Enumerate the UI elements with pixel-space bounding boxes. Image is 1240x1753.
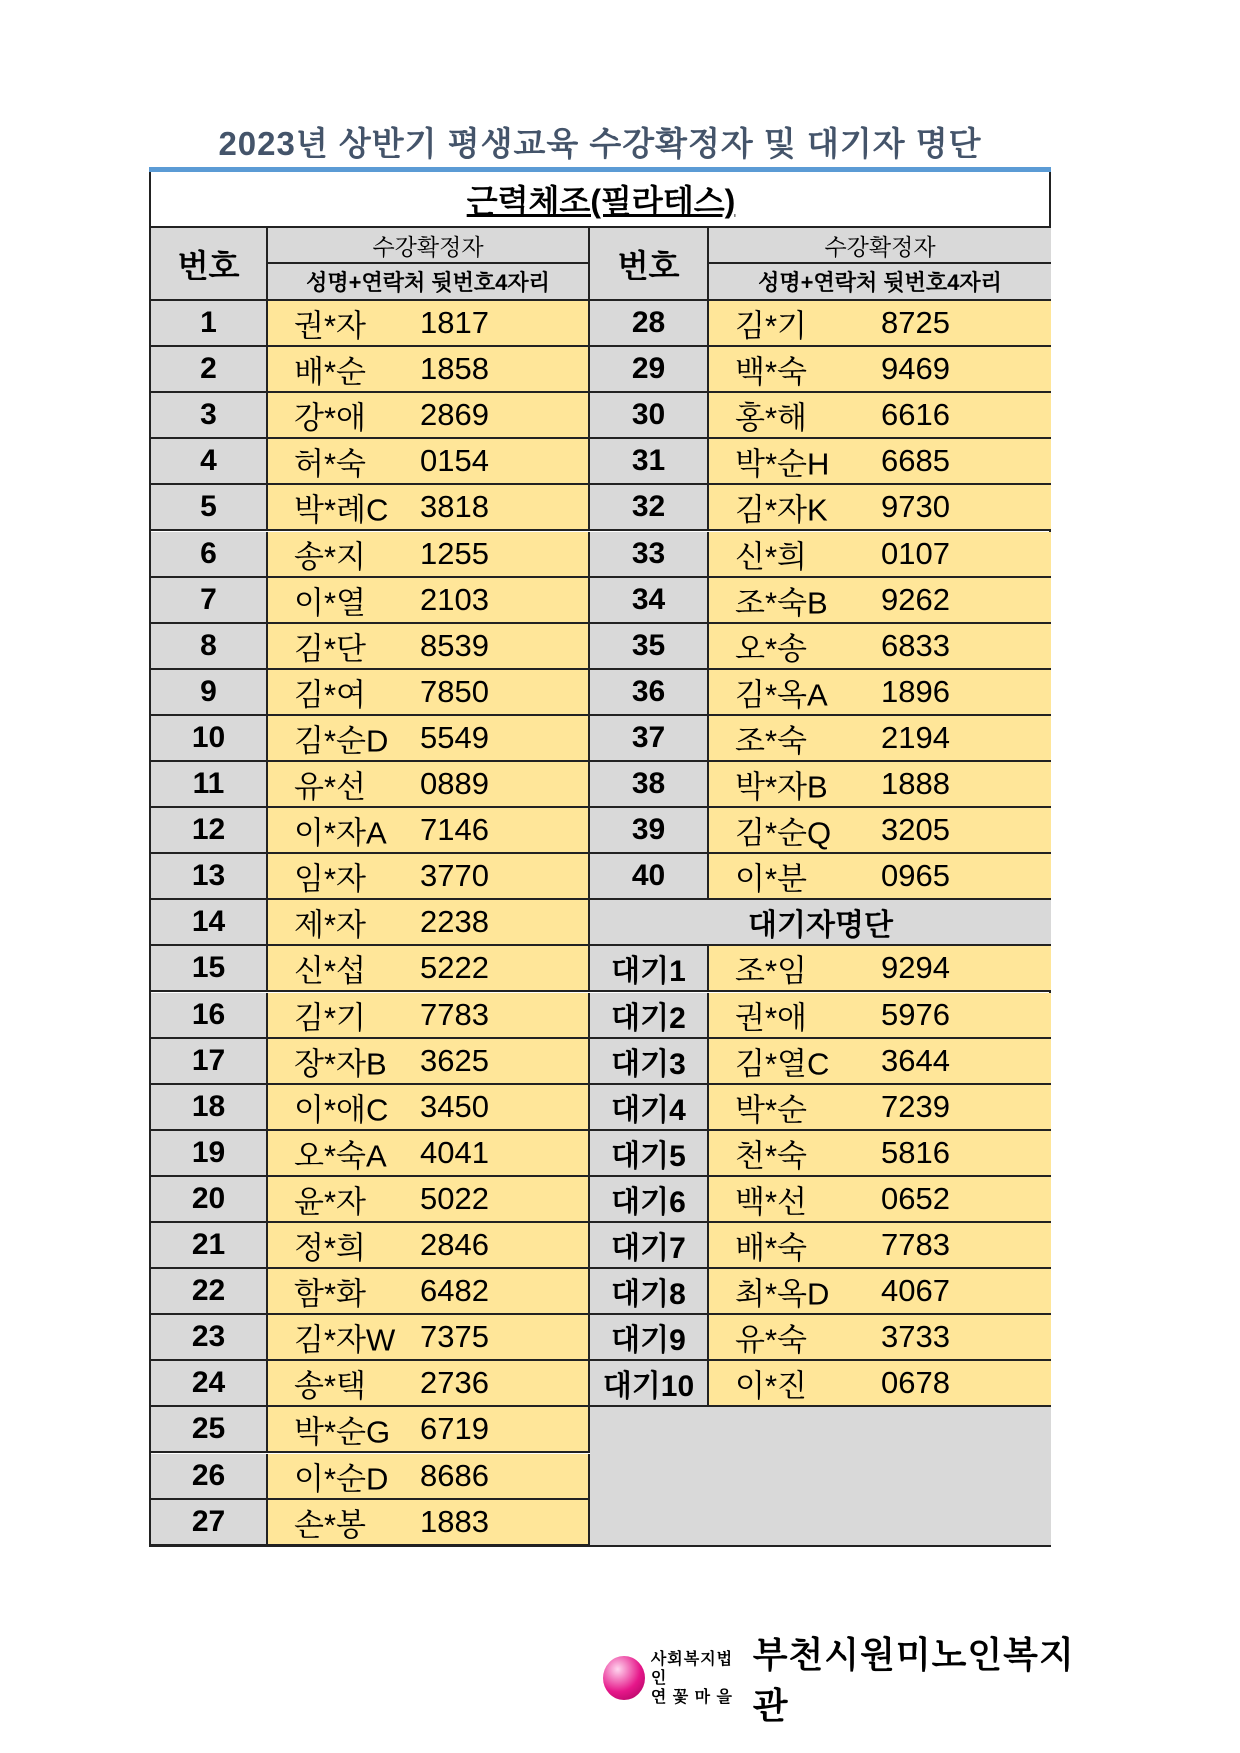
row-number: 2 bbox=[200, 352, 217, 386]
row-number: 12 bbox=[191, 813, 226, 847]
registrant-name: 김*열C bbox=[735, 1046, 830, 1082]
row-number: 31 bbox=[631, 444, 666, 478]
registrant-name: 이*진 bbox=[735, 1368, 807, 1404]
row-number-cell bbox=[590, 1315, 709, 1361]
registrant-cell bbox=[709, 993, 1051, 1039]
registrant-cell bbox=[709, 393, 1051, 439]
row-number-cell bbox=[590, 1039, 709, 1085]
registrant-name: 김*여 bbox=[294, 677, 366, 713]
phone-last4: 6685 bbox=[881, 443, 950, 479]
registrant-cell bbox=[268, 485, 590, 531]
course-title: 근력체조(필라테스) bbox=[466, 183, 736, 219]
row-number: 대기2 bbox=[611, 1001, 686, 1035]
phone-last4: 9262 bbox=[881, 581, 950, 617]
row-number: 40 bbox=[631, 859, 666, 893]
phone-last4: 8725 bbox=[881, 305, 950, 341]
row-number: 4 bbox=[200, 444, 217, 478]
header-number-label: 번호 bbox=[617, 247, 680, 284]
logo-line2: 연 꽃 마 을 bbox=[650, 1688, 734, 1706]
registrant-cell bbox=[268, 1039, 590, 1085]
registrant-cell bbox=[268, 532, 590, 578]
registrant-name: 유*선 bbox=[294, 769, 366, 805]
row-number-cell bbox=[590, 347, 709, 393]
registrant-cell bbox=[268, 1269, 590, 1315]
phone-last4: 2103 bbox=[420, 581, 489, 617]
phone-last4: 9730 bbox=[881, 489, 950, 525]
phone-last4: 7375 bbox=[420, 1319, 489, 1355]
registrant-cell bbox=[268, 854, 590, 900]
phone-last4: 5816 bbox=[881, 1134, 950, 1170]
row-number: 25 bbox=[191, 1412, 226, 1446]
registrant-name: 강*애 bbox=[294, 400, 366, 436]
registrant-name: 유*숙 bbox=[735, 1322, 807, 1358]
phone-last4: 7850 bbox=[420, 673, 489, 709]
row-number-cell bbox=[151, 624, 268, 670]
logo-line1: 사회복지법인 bbox=[650, 1650, 734, 1687]
registrant-cell bbox=[268, 393, 590, 439]
registrant-name: 박*순 bbox=[735, 1092, 807, 1128]
row-number: 대기6 bbox=[611, 1185, 686, 1219]
row-number-cell bbox=[151, 1315, 268, 1361]
phone-last4: 8539 bbox=[420, 627, 489, 663]
registrant-name: 박*순G bbox=[294, 1414, 391, 1450]
registrant-cell bbox=[268, 900, 590, 946]
registrant-cell bbox=[709, 1177, 1051, 1223]
registrant-cell bbox=[709, 532, 1051, 578]
row-number: 36 bbox=[631, 674, 666, 708]
phone-last4: 7783 bbox=[881, 1227, 950, 1263]
registrant-name: 이*열 bbox=[294, 585, 366, 621]
registrant-name: 백*숙 bbox=[735, 354, 807, 390]
roster-table bbox=[149, 172, 1051, 1547]
row-number: 28 bbox=[631, 306, 666, 340]
registrant-cell bbox=[268, 301, 590, 347]
registrant-name: 권*자 bbox=[294, 308, 366, 344]
registrant-cell bbox=[268, 439, 590, 485]
registrant-cell bbox=[709, 439, 1051, 485]
header-confirmed-left bbox=[268, 228, 590, 264]
registrant-cell bbox=[268, 578, 590, 624]
row-number-cell bbox=[151, 1223, 268, 1269]
registrant-name: 이*순D bbox=[294, 1461, 389, 1497]
row-number: 19 bbox=[191, 1135, 226, 1169]
row-number-cell bbox=[590, 1177, 709, 1223]
phone-last4: 8686 bbox=[420, 1457, 489, 1493]
row-number-cell bbox=[151, 900, 268, 946]
row-number-cell bbox=[590, 762, 709, 808]
registrant-cell bbox=[709, 578, 1051, 624]
phone-last4: 2736 bbox=[420, 1365, 489, 1401]
registrant-name: 송*지 bbox=[294, 539, 366, 575]
registrant-name: 이*애C bbox=[294, 1092, 389, 1128]
row-number: 10 bbox=[191, 720, 226, 754]
phone-last4: 6833 bbox=[881, 627, 950, 663]
phone-last4: 2194 bbox=[881, 719, 950, 755]
registrant-name: 박*순H bbox=[735, 446, 830, 482]
row-number-cell bbox=[151, 993, 268, 1039]
row-number: 대기1 bbox=[611, 955, 686, 989]
lotus-logo-icon bbox=[603, 1656, 645, 1700]
phone-last4: 3733 bbox=[881, 1319, 950, 1355]
row-number-cell bbox=[151, 1454, 268, 1500]
phone-last4: 3205 bbox=[881, 812, 950, 848]
row-number-cell bbox=[590, 485, 709, 531]
waitlist-header-cell bbox=[590, 900, 1051, 946]
registrant-name: 김*순Q bbox=[735, 815, 832, 851]
header-detail-left bbox=[268, 264, 590, 301]
registrant-cell bbox=[709, 808, 1051, 854]
row-number-cell bbox=[151, 716, 268, 762]
registrant-name: 임*자 bbox=[294, 861, 366, 897]
row-number: 대기7 bbox=[611, 1232, 686, 1266]
row-number-cell bbox=[151, 1131, 268, 1177]
header-confirmed-label: 수강확정자 bbox=[824, 233, 936, 260]
row-number-cell bbox=[590, 854, 709, 900]
row-number: 대기9 bbox=[611, 1324, 686, 1358]
header-confirmed-label: 수강확정자 bbox=[372, 233, 484, 260]
row-number: 대기5 bbox=[611, 1139, 686, 1173]
phone-last4: 9294 bbox=[881, 950, 950, 986]
row-number: 23 bbox=[191, 1320, 226, 1354]
row-number-cell bbox=[590, 439, 709, 485]
row-number-cell bbox=[151, 808, 268, 854]
row-number: 7 bbox=[200, 582, 217, 616]
registrant-name: 박*자B bbox=[735, 769, 828, 805]
row-number: 6 bbox=[200, 536, 217, 570]
row-number: 35 bbox=[631, 628, 666, 662]
registrant-name: 이*분 bbox=[735, 861, 807, 897]
registrant-name: 배*숙 bbox=[735, 1230, 807, 1266]
phone-last4: 4041 bbox=[420, 1134, 489, 1170]
row-number: 37 bbox=[631, 720, 666, 754]
row-number-cell bbox=[151, 1500, 268, 1546]
row-number: 8 bbox=[200, 628, 217, 662]
registrant-cell bbox=[268, 347, 590, 393]
phone-last4: 0678 bbox=[881, 1365, 950, 1401]
registrant-cell bbox=[709, 485, 1051, 531]
row-number: 15 bbox=[191, 951, 226, 985]
phone-last4: 3644 bbox=[881, 1042, 950, 1078]
row-number-cell bbox=[151, 1085, 268, 1131]
header-number-right bbox=[590, 228, 709, 301]
registrant-name: 권*애 bbox=[735, 1000, 807, 1036]
row-number-cell bbox=[590, 946, 709, 992]
registrant-cell bbox=[709, 1269, 1051, 1315]
registrant-cell bbox=[268, 1177, 590, 1223]
row-number-cell bbox=[590, 993, 709, 1039]
registrant-cell bbox=[709, 716, 1051, 762]
registrant-cell bbox=[268, 1361, 590, 1407]
row-number: 38 bbox=[631, 767, 666, 801]
row-number-cell bbox=[151, 439, 268, 485]
row-number: 33 bbox=[631, 536, 666, 570]
row-number: 21 bbox=[191, 1228, 226, 1262]
registrant-name: 김*순D bbox=[294, 723, 389, 759]
phone-last4: 6482 bbox=[420, 1273, 489, 1309]
phone-last4: 2869 bbox=[420, 397, 489, 433]
registrant-cell bbox=[268, 1131, 590, 1177]
registrant-name: 오*숙A bbox=[294, 1138, 387, 1174]
row-number-cell bbox=[590, 670, 709, 716]
row-number: 24 bbox=[191, 1366, 226, 1400]
phone-last4: 1255 bbox=[420, 535, 489, 571]
phone-last4: 1883 bbox=[420, 1503, 489, 1539]
row-number: 32 bbox=[631, 490, 666, 524]
registrant-cell bbox=[268, 624, 590, 670]
registrant-cell bbox=[268, 808, 590, 854]
row-number-cell bbox=[151, 946, 268, 992]
registrant-name: 함*화 bbox=[294, 1276, 366, 1312]
row-number-cell bbox=[590, 301, 709, 347]
registrant-name: 김*기 bbox=[294, 1000, 366, 1036]
row-number-cell bbox=[590, 808, 709, 854]
row-number-cell bbox=[151, 485, 268, 531]
registrant-name: 조*임 bbox=[735, 953, 807, 989]
row-number: 30 bbox=[631, 398, 666, 432]
logo-org-type bbox=[651, 1650, 745, 1707]
row-number-cell bbox=[590, 1269, 709, 1315]
row-number: 9 bbox=[200, 674, 217, 708]
row-number: 대기10 bbox=[602, 1370, 695, 1404]
phone-last4: 3770 bbox=[420, 858, 489, 894]
row-number-cell bbox=[151, 1177, 268, 1223]
row-number: 14 bbox=[191, 905, 226, 939]
logo-name: 부천시원미노인복지관 bbox=[752, 1634, 1075, 1726]
waitlist-title: 대기자명단 bbox=[748, 909, 893, 943]
row-number: 34 bbox=[631, 582, 666, 616]
row-number: 5 bbox=[200, 490, 217, 524]
row-number: 대기4 bbox=[611, 1093, 686, 1127]
header-detail-right bbox=[709, 264, 1051, 301]
registrant-cell bbox=[268, 1223, 590, 1269]
registrant-name: 조*숙 bbox=[735, 723, 807, 759]
phone-last4: 1817 bbox=[420, 305, 489, 341]
registrant-cell bbox=[709, 762, 1051, 808]
organization-logo bbox=[603, 1634, 1093, 1726]
row-number-cell bbox=[151, 347, 268, 393]
registrant-cell bbox=[709, 1223, 1051, 1269]
row-number: 대기8 bbox=[611, 1278, 686, 1312]
phone-last4: 7146 bbox=[420, 812, 489, 848]
phone-last4: 5222 bbox=[420, 950, 489, 986]
registrant-name: 허*숙 bbox=[294, 446, 366, 482]
row-number-cell bbox=[151, 670, 268, 716]
header-number-label: 번호 bbox=[177, 247, 240, 284]
header-detail-label: 성명+연락처 뒷번호4자리 bbox=[306, 270, 550, 295]
row-number-cell bbox=[151, 1039, 268, 1085]
row-number-cell bbox=[151, 578, 268, 624]
row-number-cell bbox=[151, 1407, 268, 1453]
empty-filler-cell bbox=[590, 1407, 1051, 1545]
registrant-cell bbox=[709, 1085, 1051, 1131]
registrant-cell bbox=[709, 1131, 1051, 1177]
phone-last4: 5022 bbox=[420, 1180, 489, 1216]
phone-last4: 3818 bbox=[420, 489, 489, 525]
row-number-cell bbox=[151, 301, 268, 347]
registrant-name: 장*자B bbox=[294, 1046, 387, 1082]
registrant-cell bbox=[709, 854, 1051, 900]
phone-last4: 9469 bbox=[881, 351, 950, 387]
registrant-name: 윤*자 bbox=[294, 1184, 366, 1220]
registrant-name: 박*례C bbox=[294, 492, 389, 528]
registrant-cell bbox=[268, 716, 590, 762]
row-number-cell bbox=[151, 854, 268, 900]
registrant-cell bbox=[268, 993, 590, 1039]
registrant-cell bbox=[268, 946, 590, 992]
course-title-cell bbox=[151, 172, 1051, 228]
registrant-name: 송*택 bbox=[294, 1368, 366, 1404]
registrant-name: 배*순 bbox=[294, 354, 366, 390]
phone-last4: 0965 bbox=[881, 858, 950, 894]
registrant-cell bbox=[268, 1407, 590, 1453]
row-number-cell bbox=[590, 1085, 709, 1131]
phone-last4: 1858 bbox=[420, 351, 489, 387]
registrant-cell bbox=[709, 347, 1051, 393]
row-number-cell bbox=[590, 532, 709, 578]
header-detail-label: 성명+연락처 뒷번호4자리 bbox=[758, 270, 1002, 295]
phone-last4: 2238 bbox=[420, 904, 489, 940]
row-number-cell bbox=[590, 393, 709, 439]
registrant-cell bbox=[268, 762, 590, 808]
registrant-cell bbox=[268, 670, 590, 716]
phone-last4: 0652 bbox=[881, 1180, 950, 1216]
row-number: 1 bbox=[200, 306, 217, 340]
registrant-name: 김*자K bbox=[735, 492, 828, 528]
row-number: 39 bbox=[631, 813, 666, 847]
phone-last4: 0889 bbox=[420, 766, 489, 802]
row-number: 18 bbox=[191, 1089, 226, 1123]
registrant-name: 홍*해 bbox=[735, 400, 807, 436]
phone-last4: 6616 bbox=[881, 397, 950, 433]
registrant-cell bbox=[268, 1500, 590, 1546]
registrant-cell bbox=[268, 1315, 590, 1361]
row-number: 29 bbox=[631, 352, 666, 386]
registrant-cell bbox=[709, 670, 1051, 716]
row-number-cell bbox=[590, 1361, 709, 1407]
registrant-cell bbox=[709, 624, 1051, 670]
row-number: 11 bbox=[192, 767, 225, 801]
row-number-cell bbox=[590, 716, 709, 762]
phone-last4: 0107 bbox=[881, 535, 950, 571]
phone-last4: 3450 bbox=[420, 1088, 489, 1124]
phone-last4: 4067 bbox=[881, 1273, 950, 1309]
row-number: 16 bbox=[191, 997, 226, 1031]
phone-last4: 5976 bbox=[881, 996, 950, 1032]
registrant-cell bbox=[709, 1361, 1051, 1407]
row-number: 26 bbox=[191, 1458, 226, 1492]
row-number: 3 bbox=[200, 398, 217, 432]
phone-last4: 7783 bbox=[420, 996, 489, 1032]
row-number-cell bbox=[590, 1131, 709, 1177]
registrant-name: 김*기 bbox=[735, 308, 807, 344]
row-number: 22 bbox=[191, 1274, 226, 1308]
row-number-cell bbox=[590, 1223, 709, 1269]
row-number-cell bbox=[590, 578, 709, 624]
registrant-name: 정*희 bbox=[294, 1230, 366, 1266]
registrant-name: 신*희 bbox=[735, 539, 807, 575]
registrant-cell bbox=[709, 301, 1051, 347]
phone-last4: 0154 bbox=[420, 443, 489, 479]
phone-last4: 5549 bbox=[420, 719, 489, 755]
page-title: 2023년 상반기 평생교육 수강확정자 및 대기자 명단 bbox=[218, 125, 982, 162]
row-number-cell bbox=[151, 1361, 268, 1407]
row-number: 13 bbox=[191, 859, 226, 893]
registrant-name: 천*숙 bbox=[735, 1138, 807, 1174]
registrant-name: 신*섭 bbox=[294, 953, 366, 989]
registrant-name: 김*자W bbox=[294, 1322, 396, 1358]
registrant-cell bbox=[709, 1039, 1051, 1085]
registrant-name: 김*단 bbox=[294, 631, 366, 667]
row-number: 27 bbox=[191, 1504, 226, 1538]
row-number: 17 bbox=[191, 1043, 226, 1077]
phone-last4: 1888 bbox=[881, 766, 950, 802]
registrant-cell bbox=[268, 1454, 590, 1500]
phone-last4: 3625 bbox=[420, 1042, 489, 1078]
registrant-name: 오*송 bbox=[735, 631, 807, 667]
row-number: 대기3 bbox=[611, 1047, 686, 1081]
row-number-cell bbox=[151, 1269, 268, 1315]
phone-last4: 7239 bbox=[881, 1088, 950, 1124]
row-number-cell bbox=[590, 624, 709, 670]
registrant-cell bbox=[268, 1085, 590, 1131]
phone-last4: 6719 bbox=[420, 1411, 489, 1447]
row-number: 20 bbox=[191, 1181, 226, 1215]
registrant-name: 최*옥D bbox=[735, 1276, 830, 1312]
registrant-cell bbox=[709, 1315, 1051, 1361]
registrant-cell bbox=[709, 946, 1051, 992]
row-number-cell bbox=[151, 393, 268, 439]
registrant-name: 조*숙B bbox=[735, 585, 828, 621]
registrant-name: 김*옥A bbox=[735, 677, 828, 713]
row-number-cell bbox=[151, 532, 268, 578]
registrant-name: 제*자 bbox=[294, 907, 366, 943]
row-number-cell bbox=[151, 762, 268, 808]
phone-last4: 1896 bbox=[881, 673, 950, 709]
header-confirmed-right bbox=[709, 228, 1051, 264]
header-number-left bbox=[151, 228, 268, 301]
registrant-name: 이*자A bbox=[294, 815, 387, 851]
phone-last4: 2846 bbox=[420, 1227, 489, 1263]
registrant-name: 손*봉 bbox=[294, 1507, 366, 1543]
registrant-name: 백*선 bbox=[735, 1184, 807, 1220]
